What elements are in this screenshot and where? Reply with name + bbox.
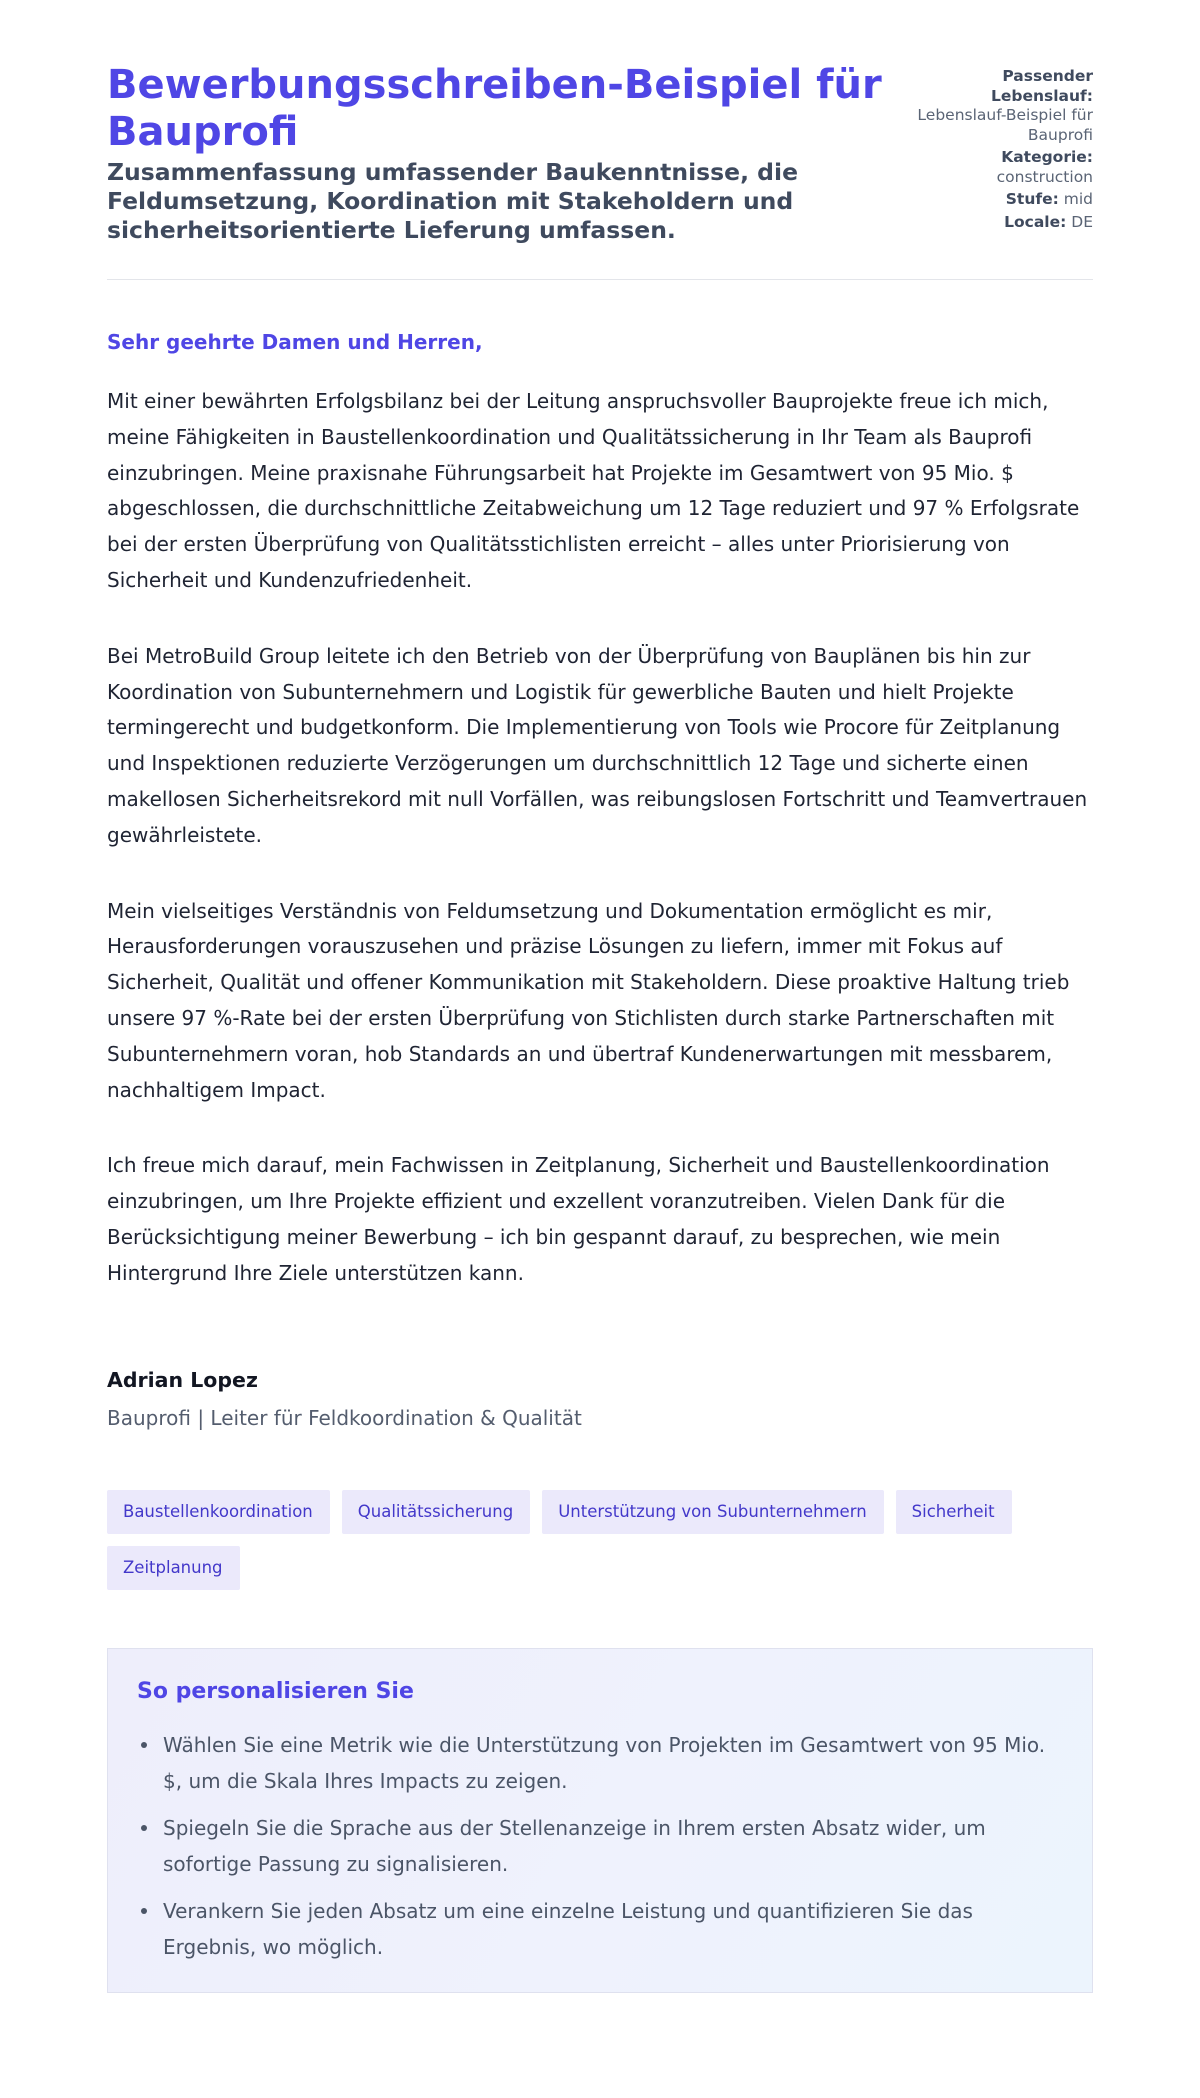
letter-paragraph-3: Mein vielseitiges Verständnis von Feldumsetzung und Dokumentation ermöglicht es mir, Herausforderungen vorauszusehen und präzise Lösungen zu liefern, immer mit Fokus auf Sicherheit, Qualität und offener Kommunikation mit Stakeholdern. Diese proaktive Haltung trieb unsere 97 %-Rate bei der ersten Überprüfung von Stichlisten durch starke Partnerschaften mit Subunternehmern voran, hob Standards an und übertraf Kundenerwartungen mit messbarem, nachhaltigem Impact. (107, 898, 1070, 1102)
letter-paragraph-1: Mit einer bewährten Erfolgsbilanz bei der Leitung anspruchsvoller Bauprojekte freue ich mich, meine Fähigkeiten in Baustellenkoordination und Qualitätssicherung in Ihr Team als Bauprofi einzubringen. Meine praxisnahe Führungsarbeit hat Projekte im Gesamtwert von 95 Mio. $ abgeschlossen, die durchschnittliche Zeitabweichung um 12 Tage reduziert und 97 % Erfolgsrate bei der ersten Überprüfung von Qualitätsstichlisten erreicht – alles unter Priorisierung von Sicherheit und Kundenzufriedenheit. (107, 389, 1080, 592)
tips-title: So personalisieren Sie (137, 1678, 414, 1704)
tips-item-text: Wählen Sie eine Metrik wie die Unterstützung von Projekten im Gesamtwert von 95 Mio. $, um die Skala Ihres Impacts zu zeigen. (163, 1732, 1046, 1794)
salutation: Sehr geehrte Damen und Herren, (107, 330, 483, 354)
tag-qualitaetssicherung[interactable]: Qualitätssicherung (342, 1490, 530, 1534)
tips-item-text: Verankern Sie jeden Absatz um eine einzelne Leistung und quantifizieren Sie das Ergebnis, wo möglich. (163, 1898, 973, 1960)
meta-locale (903, 213, 1093, 233)
letter-paragraph-2: Bei MetroBuild Group leitete ich den Betrieb von der Überprüfung von Bauplänen bis hin zur Koordination von Subunternehmern und Logistik für gewerbliche Bauten und hielt Projekte termingerecht und budgetkonform. Die Implementierung von Tools wie Procore für Zeitplanung und Inspektionen reduzierte Verzögerungen um durchschnittlich 12 Tage und sicherte einen makellosen Sicherheitsrekord mit null Vorfällen, was reibungslosen Fortschritt und Teamvertrauen gewährleistete. (107, 643, 1088, 847)
signature-name: Adrian Lopez (107, 1367, 258, 1392)
signature-role: Bauprofi | Leiter für Feldkoordination & Qualität (107, 1405, 582, 1430)
tag-zeitplanung[interactable]: Zeitplanung (107, 1546, 240, 1590)
meta-level-value: mid (1063, 190, 1093, 208)
meta-level-label: Stufe: (1005, 190, 1059, 208)
bullet-icon (141, 1742, 147, 1748)
tag-baustellenkoordination[interactable]: Baustellenkoordination (107, 1490, 330, 1534)
tips-list (137, 1727, 1063, 1966)
bullet-icon (141, 1825, 147, 1831)
meta-locale-label: Locale: (1004, 212, 1067, 231)
page-subtitle: Zusammenfassung umfassender Baukenntnisse, die Feldumsetzung, Koordination mit Stakeholdern und sicherheitsorientierte Lieferung umfassen. (107, 158, 799, 244)
meta-category (903, 148, 1093, 187)
tips-item-text: Spiegeln Sie die Sprache aus der Stellenanzeige in Ihrem ersten Absatz wider, um sofortige Passung zu signalisieren. (163, 1815, 986, 1877)
meta-locale-value: DE (1071, 212, 1093, 231)
letter-body (107, 328, 1093, 1432)
letter-paragraph-4: Ich freue mich darauf, mein Fachwissen in Zeitplanung, Sicherheit und Baustellenkoordination einzubringen, um Ihre Projekte effizient und exzellent voranzutreiben. Vielen Dank für die Berücksichtigung meiner Bewerbung – ich bin gespannt darauf, zu besprechen, wie mein Hintergrund Ihre Ziele unterstützen kann. (107, 1153, 1050, 1285)
meta-category-label: Kategorie: (1001, 148, 1093, 166)
meta-category-value: construction (996, 167, 1093, 186)
personalization-tips (107, 1648, 1093, 1993)
signature-block (107, 1366, 1093, 1432)
header-title-block (107, 62, 897, 245)
tips-item (137, 1810, 1063, 1883)
bullet-icon (141, 1908, 147, 1914)
page-title: Bewerbungsschreiben-Beispiel für Bauprofi (107, 62, 882, 155)
skill-tags (107, 1490, 1093, 1590)
tips-item (137, 1727, 1063, 1800)
meta-resume-label: Passender Lebenslauf: (990, 67, 1093, 105)
tag-subunternehmer[interactable]: Unterstützung von Subunternehmern (542, 1490, 883, 1534)
tips-item (137, 1893, 1063, 1966)
meta-resume-link[interactable]: Lebenslauf-Beispiel für Bauprofi (917, 106, 1093, 144)
page-header (107, 62, 1093, 280)
meta-resume (903, 67, 1093, 145)
meta-level (903, 190, 1093, 210)
meta-panel (903, 62, 1093, 235)
tag-sicherheit[interactable]: Sicherheit (896, 1490, 1012, 1534)
